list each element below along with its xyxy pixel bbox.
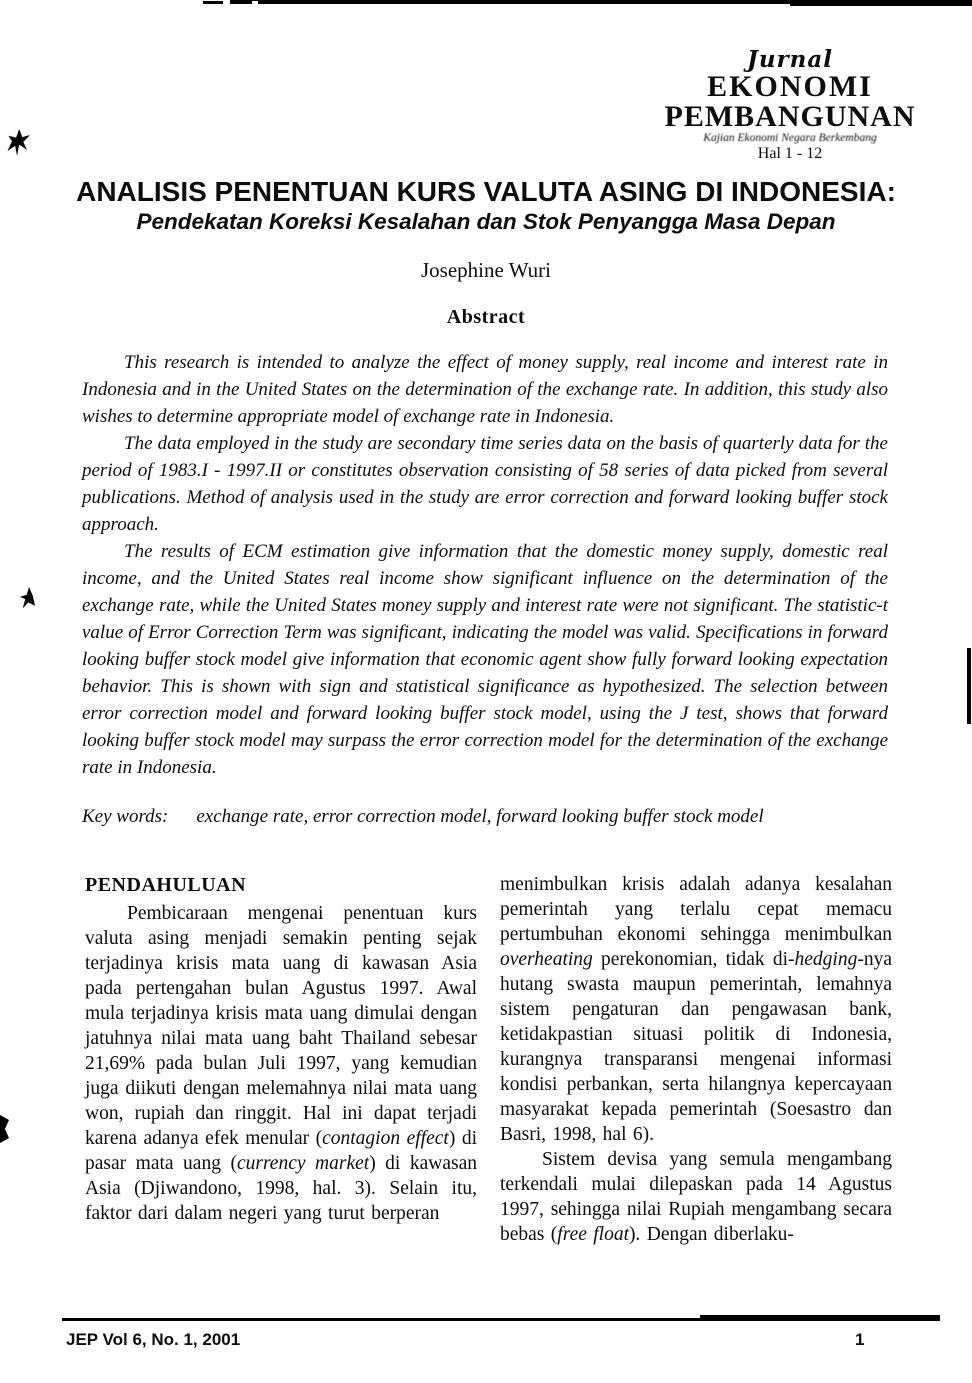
abstract-paragraph: The data employed in the study are secondary time series data on the basis of quarterly data for the period of 1983.I - 1997.II or constitutes observation consisting of 58 series of data picked from several publications. Method of analysis used in the study are error correction and forward looking buffer stock approach. bbox=[82, 433, 888, 535]
keywords-text: exchange rate, error correction model, forward looking buffer stock model bbox=[196, 806, 764, 827]
journal-name-script: Jurnal bbox=[746, 46, 834, 73]
abstract-paragraph: The results of ECM estimation give information that the domestic money supply, domestic real income, and the United States real income show significant influence on the determination of the exchange rate, while the United States money supply and interest rate were not significant. The statistic-t value of Error Correction Term was significant, indicating the model was valid. Specifications in forward looking buffer stock model give information that economic agent show fully forward looking expectation behavior. This is shown with sign and statistical significance as hypothesized. The selection between error correction model and forward looking buffer stock model, using the J test, shows that forward looking buffer stock model may surpass the error correction model for the determination of the exchange rate in Indonesia. bbox=[82, 541, 888, 778]
keywords-label: Key words: bbox=[82, 806, 169, 827]
body-paragraph: Pembicaraan mengenai penentuan kurs valuta asing menjadi semakin penting sejak terjadinya krisis mata uang di kawasan Asia pada pertengahan bulan Agustus 1997. Awal mula terjadinya krisis mata uang dimulai dengan jatuhnya nilai mata uang baht Thailand sebesar 21,69% pada bulan Juli 1997, yang kemudian juga diikuti dengan melemahnya nilai mata uang won, rupiah dan ringgit. Hal ini dapat terjadi karena adanya efek menular (contagion effect) di pasar mata uang (currency market) di kawasan Asia (Djiwandono, 1998, hal. 3). Selain itu, faktor dari dalam negeri yang turut berperan bbox=[85, 903, 477, 1224]
paper-title: ANALISIS PENENTUAN KURS VALUTA ASING DI INDONESIA: bbox=[76, 176, 896, 207]
right-edge-scan-line bbox=[967, 648, 971, 724]
footer-rule bbox=[62, 1318, 940, 1321]
journal-logo bbox=[620, 48, 960, 163]
footer-journal-reference: JEP Vol 6, No. 1, 2001 bbox=[66, 1330, 241, 1349]
top-edge-scan-dash bbox=[203, 1, 223, 4]
body-column-right bbox=[500, 872, 892, 1247]
ink-blot-icon bbox=[20, 587, 35, 609]
abstract-section bbox=[82, 349, 888, 830]
section-heading-pendahuluan: PENDAHULUAN bbox=[85, 874, 247, 896]
journal-tagline: Kajian Ekonomi Negara Berkembang bbox=[703, 132, 877, 144]
abstract-paragraph: This research is intended to analyze the effect of money supply, real income and interest rate in Indonesia and in the United States on the determination of the exchange rate. In addition, this study also wishes to determine appropriate model of exchange rate in Indonesia. bbox=[82, 352, 888, 427]
keywords-line bbox=[82, 803, 888, 830]
body-paragraph: menimbulkan krisis adalah adanya kesalahan pemerintah yang terlalu cepat memacu pertumbuhan ekonomi sehingga menimbulkan overheating perekonomian, tidak di-hedging-nya hutang swasta maupun pemerintah, lemahnya sistem pengaturan dan pengawasan bank, ketidakpastian situasi politik di Indonesia, kurangnya transparansi mengenai informasi kondisi perbankan, serta hilangnya kepercayaan masyarakat kepada pemerintah (Soesastro dan Basri, 1998, hal 6). bbox=[500, 874, 892, 1145]
author-name: Josephine Wuri bbox=[421, 258, 551, 282]
body-column-left bbox=[85, 872, 477, 1226]
ink-blot-icon bbox=[6, 129, 30, 156]
journal-name-line2: PEMBANGUNAN bbox=[664, 100, 916, 133]
top-edge-scan-line-thick bbox=[790, 0, 972, 6]
body-paragraph: Sistem devisa yang semula mengambang terkendali mulai dilepaskan pada 14 Agustus 1997, sehingga nilai Rupiah mengambang secara bebas (free float). Dengan diberlaku- bbox=[500, 1149, 892, 1245]
ink-blot-icon bbox=[0, 1115, 9, 1143]
journal-page-range: Hal 1 - 12 bbox=[757, 145, 823, 162]
journal-name-line1: EKONOMI bbox=[707, 70, 873, 103]
abstract-heading: Abstract bbox=[446, 306, 526, 328]
paper-subtitle: Pendekatan Koreksi Kesalahan dan Stok Penyangga Masa Depan bbox=[136, 209, 836, 234]
footer-page-number: 1 bbox=[855, 1330, 865, 1349]
top-edge-scan-gap bbox=[252, 1, 258, 4]
footer-rule-thick bbox=[700, 1315, 940, 1318]
